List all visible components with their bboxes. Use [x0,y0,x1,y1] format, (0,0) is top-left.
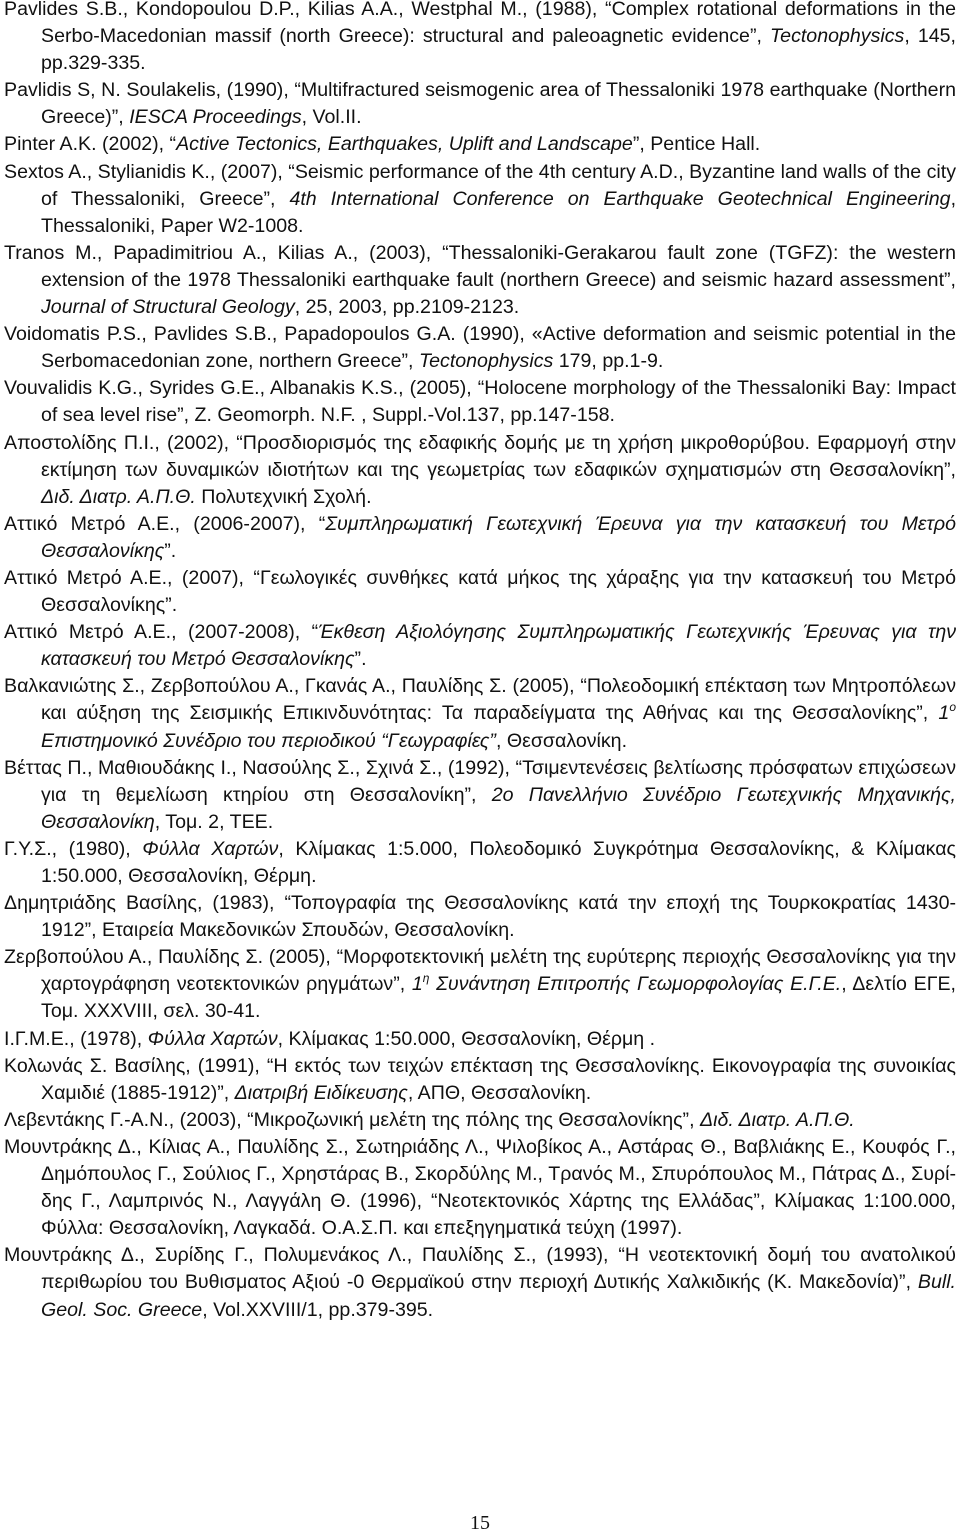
italic-text: Tectonophysics [770,25,905,48]
reference-entry [4,836,956,890]
reference-text: ”. [164,539,177,562]
reference-text: Μουντράκης Δ., Συρίδης Γ., Πολυμενάκος Λ., Παυλίδης Σ., (1993), “Η νεοτεκτονική δομή του ανατολικού περιθωρίου του Βυθισματος Αξιού -0 Θερμαϊκού στην περιοχή Δυτικής Χαλκιδικής (Κ. Μακεδονία)”, [4,1244,956,1294]
italic-text: IESCA Proceedings [129,106,302,129]
reference-text: , Δελτίο ΕΓΕ, Τομ. ΧΧΧVIII, σελ. 30-41. [41,973,957,1023]
reference-text: , Vol.II. [301,106,362,129]
italic-text: Active Tectonics, Earthquakes, Uplift and Landscape [176,133,633,156]
reference-list [4,0,956,1324]
reference-text: Κολωνάς Σ. Βασίλης, (1991), “Η εκτός των τειχών επέκταση της Θεσσαλονίκης. Εικονογραφία της συνοικίας Χαμιδιέ (1885-1912)”, [4,1054,956,1104]
reference-entry [4,619,956,673]
reference-text: Vouvalidis K.G., Syrides G.E., Albanakis K.S., (2005), “Holocene morphology of the Thessaloniki Bay: Impact of sea level rise”, Z. Geomorph. N.F. , Suppl.-Vol.137, pp.147-158. [4,377,956,427]
italic-text: 4th International Conference on Earthquake Geotechnical Engineering [289,187,951,210]
reference-text: Γ.Υ.Σ., (1980), [4,837,143,860]
reference-text: Αττικό Μετρό Α.Ε., (2007-2008), “ [4,621,319,644]
reference-text: , Τομ. 2, ΤΕΕ. [154,810,274,833]
reference-text: , Thessaloniki, Paper W2-1008. [41,187,957,237]
reference-entry [4,77,956,131]
italic-text: Συμπληρωματική Γεωτεχνική Έρευνα για την κατασκευή του Μετρό Θεσσαλονίκης [41,512,956,562]
reference-entry [4,1242,956,1323]
reference-entry [4,565,956,619]
reference-text: Pavlidis S, N. Soulakelis, (1990), “Multifractured seismogenic area of Thessaloniki 1978 earthquake (Northern Greece)”, [4,79,956,129]
italic-text: Φύλλα Χαρτών [147,1027,278,1050]
reference-text: ”. [354,648,367,671]
italic-text: 2ο Πανελλήνιο Συνέδριο Γεωτεχνικής Μηχανικής, Θεσσαλονίκη [41,783,956,833]
reference-text: Μουντράκης Δ., Κίλιας Α., Παυλίδης Σ., Σωτηριάδης Λ., Ψιλοβίκος Α., Αστάρας Θ., Βαβλιάκης Ε., Κουφός Γ., Δημόπουλος Γ., Σούλιος Γ., Χρηστάρας Β., Σκορδύλης Μ., Τρανός Μ., Σπυρόπουλος Μ., Πάτρας Δ., Συρί-δης Γ., Λαμπρινός Ν., Λαγγάλη Θ. (1996), “Νεοτεκτονικός Χάρτης της Ελλάδας”, Κλίμακας 1:100.000, Φύλλα: Θεσσαλονίκη, Λαγκαδά. Ο.Α.Σ.Π. και επεξηγηματικά τεύχη (1997). [4,1135,956,1240]
reference-entry [4,511,956,565]
reference-text: Sextos A., Stylianidis K., (2007), “Seismic performance of the 4th century A.D., Byzantine land walls of the city of Thessaloniki, Greece”, [4,160,956,210]
reference-entry [4,890,956,944]
reference-entry [4,240,956,321]
reference-text: , Θεσσαλονίκη. [495,729,628,752]
italic-text: Διδ. Διατρ. Α.Π.Θ. [699,1108,855,1131]
reference-text: Λεβεντάκης Γ.-Α.Ν., (2003), “Μικροζωνική μελέτη της πόλης της Θεσσαλονίκης”, [4,1108,700,1131]
reference-text: Αττικό Μετρό Α.Ε., (2007), “Γεωλογικές συνθήκες κατά μήκος της χάραξης για την κατασκευή του Μετρό Θεσσαλονίκης”. [4,566,956,617]
reference-text: , Κλίμακας 1:5.000, Πολεοδομικό Συγκρότημα Θεσσαλονίκης, & Κλίμακας 1:50.000, Θεσσαλονίκη, Θέρμη. [41,837,956,887]
reference-entry [4,1107,956,1134]
reference-text: 179, pp.1-9. [553,350,664,373]
reference-entry [4,375,956,429]
italic-text: Συνάντηση Επιτροπής Γεωμορφολογίας Ε.Γ.Ε. [429,973,842,996]
superscript-text: η [422,971,430,986]
reference-text: Δημητριάδης Βασίλης, (1983), “Τοπογραφία της Θεσσαλονίκης κατά την εποχή της Τουρκοκρατίας 1430-1912”, Εταιρεία Μακεδονικών Σπουδών, Θεσσαλονίκη. [4,892,956,942]
italic-text: Έκθεση Αξιολόγησης Συμπληρωματικής Γεωτεχνικής Έρευνας για την κατασκευή του Μετρό Θεσσαλονίκης [41,621,956,671]
reference-entry [4,673,956,754]
reference-text: Ζερβοπούλου Α., Παυλίδης Σ. (2005), “Μορφοτεκτονική μελέτη της ευρύτερης περιοχής Θεσσαλονίκης για την χαρτογράφηση νεοτεκτονικών ρηγμάτων”, [4,946,956,996]
reference-text: , 25, 2003, pp.2109-2123. [294,296,520,319]
reference-text: Βέττας Π., Μαθιουδάκης Ι., Νασούλης Σ., Σχινά Σ., (1992), “Τσιμεντενέσεις βελτίωσης πρόσφατων επιχώσεων για τη θεμελίωση κτηρίου στη Θεσσαλονίκη”, [4,756,956,806]
reference-entry [4,430,956,511]
superscript-text: ο [949,700,956,715]
reference-entry [4,755,956,836]
italic-text: Διατριβή Ειδίκευσης [234,1081,408,1104]
italic-text: Tectonophysics [418,350,554,373]
italic-text: 1 [411,973,423,996]
reference-text: , 145, pp.329-335. [41,25,957,75]
reference-entry [4,944,956,1025]
reference-text: Voidomatis P.S., Pavlides S.B., Papadopoulos G.A. (1990), «Active deformation and seismic potential in the Serbomacedonian zone, northern Greece”, [4,323,956,373]
reference-entry [4,321,956,375]
reference-text: Πολυτεχνική Σχολή. [195,485,372,508]
italic-text: Journal of Structural Geology [41,296,295,319]
reference-text: Pinter A.K. (2002), “ [4,133,177,156]
reference-text: Βαλκανιώτης Σ., Ζερβοπούλου Α., Γκανάς Α., Παυλίδης Σ. (2005), “Πολεοδομική επέκταση των Μητροπόλεων και αύξηση της Σεισμικής Επικινδυνότητας: Τα παραδείγματα της Αθήνας και της Θεσσαλονίκης”, [4,675,956,725]
reference-entry [4,159,956,240]
reference-text: , ΑΠΘ, Θεσσαλονίκη. [407,1081,592,1104]
reference-text: Αποστολίδης Π.Ι., (2002), “Προσδιορισμός της εδαφικής δομής με τη χρήση μικροθορύβου. Εφαρμογή στην εκτίμηση των δυναμικών ιδιοτήτων και της γεωμετρίας των εδαφικών σχηματισμών στη Θεσσαλονίκη”, [4,431,956,481]
reference-text: Tranos M., Papadimitriou A., Kilias A., (2003), “Thessaloniki-Gerakarou fault zone (TGFZ): the western extension of the 1978 Thessaloniki earthquake fault (northern Greece) and seismic hazard assessment”, [4,241,956,291]
page-number: 15 [470,1512,490,1534]
reference-text: ”, Pentice Hall. [632,133,761,156]
reference-text: , Vol.ΧΧVIII/1, pp.379-395. [202,1298,434,1321]
reference-entry [4,0,956,77]
reference-text: , Κλίμακας 1:50.000, Θεσσαλονίκη, Θέρμη . [277,1027,656,1050]
reference-text: Ι.Γ.Μ.Ε., (1978), [4,1027,148,1050]
reference-text: Αττικό Μετρό Α.Ε., (2006-2007), “ [4,512,326,535]
italic-text: Επιστημονικό Συνέδριο του περιοδικού “Γεωγραφίες” [41,729,496,752]
italic-text: 1 [938,702,950,725]
reference-entry [4,1026,956,1053]
italic-text: Φύλλα Χαρτών [142,837,279,860]
italic-text: Διδ. Διατρ. Α.Π.Θ. [41,485,196,508]
italic-text: Bull. Geol. Soc. Greece [41,1271,956,1321]
reference-entry [4,131,956,158]
reference-entry [4,1053,956,1107]
reference-entry [4,1134,956,1242]
reference-text: Pavlides S.B., Kondopoulou D.P., Kilias A.A., Westphal M., (1988), “Complex rotational deformations in the Serbo-Macedonian massif (north Greece): structural and paleoagnetic evidence”, [4,0,956,48]
